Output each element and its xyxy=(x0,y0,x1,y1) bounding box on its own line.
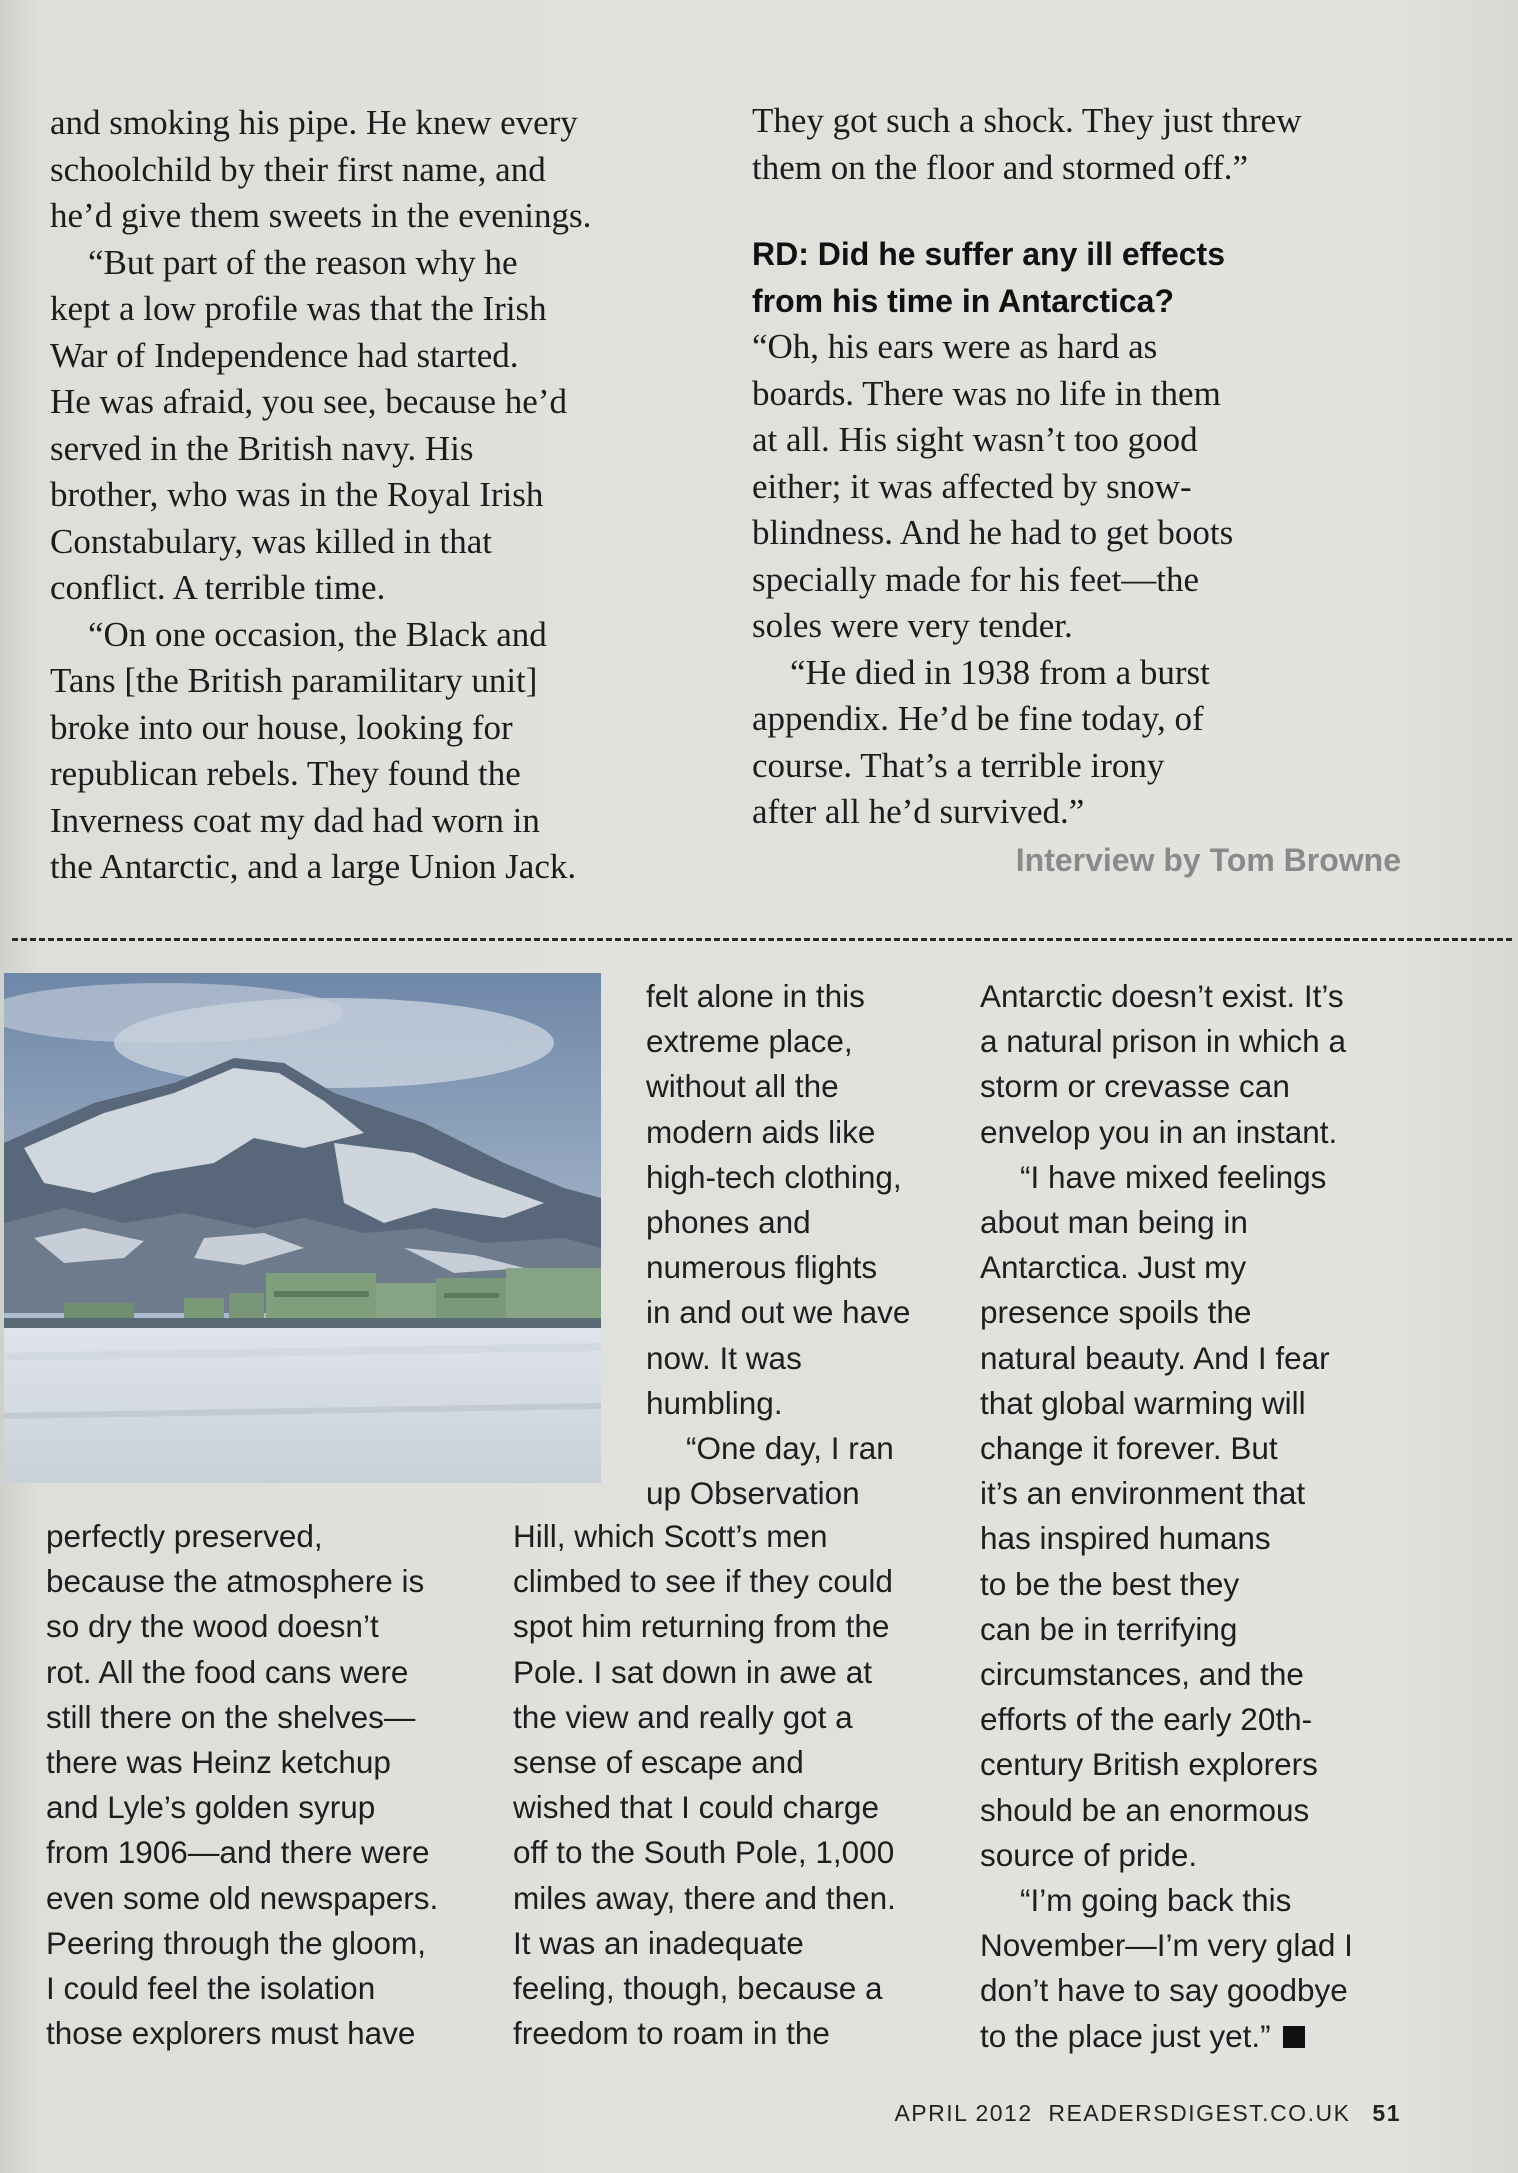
text-line: high-tech clothing, xyxy=(646,1158,902,1195)
text-line: should be an enormous xyxy=(980,1791,1310,1828)
text-line: without all the xyxy=(646,1068,839,1105)
text-line: It was an inadequate xyxy=(513,1924,804,1961)
text-line: Antarctic doesn’t exist. It’s xyxy=(980,978,1344,1014)
text-line: a natural prison in which a xyxy=(980,1023,1346,1060)
text-line: presence spoils the xyxy=(980,1294,1252,1331)
end-mark-icon xyxy=(1283,2026,1305,2048)
text-line: “One day, I ran xyxy=(686,1430,894,1467)
section-divider xyxy=(12,938,1512,941)
text-line: feeling, though, because a xyxy=(513,1970,883,2007)
text-line: efforts of the early 20th- xyxy=(980,1701,1313,1738)
text-line: them on the floor and stormed off.” xyxy=(752,147,1249,187)
text-line: in and out we have xyxy=(646,1294,911,1331)
text-line: change it forever. But xyxy=(980,1430,1278,1467)
text-line: that global warming will xyxy=(980,1384,1306,1421)
text-line: I could feel the isolation xyxy=(46,1970,376,2007)
feature-column-b-top xyxy=(646,974,910,1516)
text-line: Inverness coat my dad had worn in xyxy=(50,800,540,840)
text-line: and smoking his pipe. He knew every xyxy=(50,103,578,142)
text-line: it’s an environment that xyxy=(980,1475,1306,1512)
text-line: freedom to roam in the xyxy=(513,2015,830,2052)
text-line: brother, who was in the Royal Irish xyxy=(50,475,544,514)
text-line: even some old newspapers. xyxy=(46,1879,439,1916)
text-line: sense of escape and xyxy=(513,1744,804,1781)
text-line: envelop you in an instant. xyxy=(980,1113,1338,1150)
feature-column-c xyxy=(980,974,1353,2059)
text-line: spot him returning from the xyxy=(513,1608,890,1645)
interview-column-1 xyxy=(50,100,591,891)
text-line: Constabulary, was killed in that xyxy=(50,521,492,561)
text-line: don’t have to say goodbye xyxy=(980,1972,1348,2009)
text-line: the view and really got a xyxy=(513,1698,853,1735)
text-line: circumstances, and the xyxy=(980,1656,1304,1693)
text-line: blindness. And he had to get boots xyxy=(752,513,1234,552)
text-line: Hill, which Scott’s men xyxy=(513,1518,828,1554)
text-line: conflict. A terrible time. xyxy=(50,568,386,607)
text-line: “But part of the reason why he xyxy=(88,242,518,282)
text-line: at all. His sight wasn’t too good xyxy=(752,420,1198,459)
page-number: 51 xyxy=(1372,2100,1401,2126)
text-line: and Lyle’s golden syrup xyxy=(46,1789,376,1826)
text-line: specially made for his feet—the xyxy=(752,559,1200,599)
feature-column-b-bottom xyxy=(513,1514,896,2056)
text-line: humbling. xyxy=(646,1384,783,1421)
interview-question: RD: Did he suffer any ill effects xyxy=(752,236,1225,272)
text-line: the Antarctic, and a large Union Jack. xyxy=(50,847,577,886)
text-line: “He died in 1938 from a burst xyxy=(790,652,1210,692)
text-line: from 1906—and there were xyxy=(46,1834,430,1871)
text-line: now. It was xyxy=(646,1339,802,1376)
text-line: served in the British navy. His xyxy=(50,428,474,468)
text-line: extreme place, xyxy=(646,1023,853,1060)
text-line: modern aids like xyxy=(646,1113,876,1150)
text-line: climbed to see if they could xyxy=(513,1563,893,1600)
text-line: appendix. He’d be fine today, of xyxy=(752,699,1204,738)
text-line: wished that I could charge xyxy=(513,1789,879,1826)
page-footer xyxy=(894,2100,1401,2127)
text-line: Pole. I sat down in awe at xyxy=(513,1653,872,1690)
text-line: he’d give them sweets in the evenings. xyxy=(50,196,592,235)
text-line: natural beauty. And I fear xyxy=(980,1339,1330,1376)
text-line: after all he’d survived.” xyxy=(752,792,1085,831)
text-line: rot. All the food cans were xyxy=(46,1653,409,1690)
text-line: perfectly preserved, xyxy=(46,1518,323,1554)
footer-issue-site: APRIL 2012 READERSDIGEST.CO.UK xyxy=(894,2100,1351,2126)
text-line: “On one occasion, the Black and xyxy=(88,614,547,654)
text-line: numerous flights xyxy=(646,1249,878,1286)
text-line: storm or crevasse can xyxy=(980,1068,1290,1105)
text-line: about man being in xyxy=(980,1204,1248,1241)
text-line: has inspired humans xyxy=(980,1520,1271,1557)
feature-column-a xyxy=(46,1514,438,2056)
text-line: those explorers must have xyxy=(46,2015,416,2052)
text-line: He was afraid, you see, because he’d xyxy=(50,382,567,421)
text-line: broke into our house, looking for xyxy=(50,707,513,747)
text-line: so dry the wood doesn’t xyxy=(46,1608,379,1645)
antarctic-base-photo xyxy=(4,973,601,1483)
text-line: to the place just yet.” xyxy=(980,2017,1271,2054)
text-line: Antarctica. Just my xyxy=(980,1249,1247,1286)
text-line: can be in terrifying xyxy=(980,1610,1238,1647)
interview-question: from his time in Antarctica? xyxy=(752,282,1174,319)
text-line: War of Independence had started. xyxy=(50,335,519,375)
text-line: there was Heinz ketchup xyxy=(46,1744,391,1781)
text-line: phones and xyxy=(646,1204,811,1241)
text-line: source of pride. xyxy=(980,1836,1198,1873)
text-line: century British explorers xyxy=(980,1746,1318,1783)
text-line: boards. There was no life in them xyxy=(752,373,1221,413)
text-line: to be the best they xyxy=(980,1565,1240,1602)
text-line: miles away, there and then. xyxy=(513,1879,896,1916)
text-line: They got such a shock. They just threw xyxy=(752,101,1302,140)
text-line: course. That’s a terrible irony xyxy=(752,745,1165,785)
last-line xyxy=(980,2014,1353,2059)
text-line: up Observation xyxy=(646,1475,860,1512)
text-line: republican rebels. They found the xyxy=(50,754,521,793)
interview-column-2 xyxy=(752,98,1302,836)
text-line: kept a low profile was that the Irish xyxy=(50,289,547,328)
text-line: because the atmosphere is xyxy=(46,1563,425,1600)
text-line: Tans [the British paramilitary unit] xyxy=(50,661,538,700)
text-line: still there on the shelves— xyxy=(46,1698,416,1735)
text-line: either; it was affected by snow- xyxy=(752,466,1192,506)
text-line: felt alone in this xyxy=(646,978,865,1014)
text-line: soles were very tender. xyxy=(752,606,1073,645)
byline: Interview by Tom Browne xyxy=(1015,842,1401,878)
text-line: “I have mixed feelings xyxy=(1020,1158,1327,1195)
text-line: off to the South Pole, 1,000 xyxy=(513,1834,895,1871)
text-line: November—I’m very glad I xyxy=(980,1927,1353,1964)
text-line: “I’m going back this xyxy=(1020,1882,1292,1919)
text-line: “Oh, his ears were as hard as xyxy=(752,327,1158,366)
text-line: Peering through the gloom, xyxy=(46,1924,426,1961)
text-line: schoolchild by their first name, and xyxy=(50,149,546,189)
